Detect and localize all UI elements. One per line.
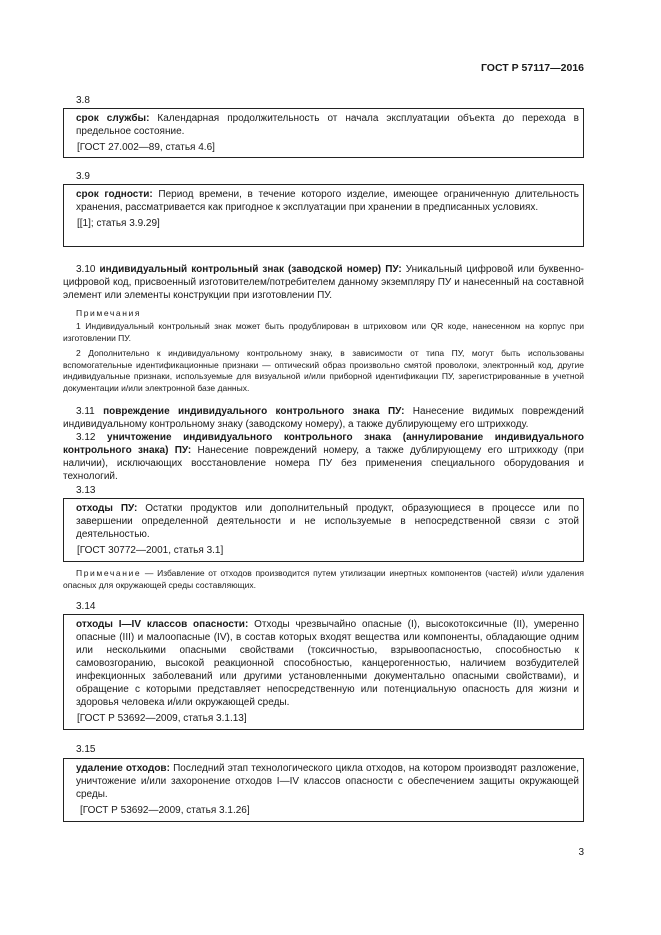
term-3-15: удаление отходов:	[76, 763, 170, 774]
clause-number-3-8: 3.8	[76, 95, 90, 106]
term-definition-3-14	[76, 618, 579, 709]
term-3-8: срок службы:	[76, 113, 150, 124]
definition-3-8: Календарная продолжительность от начала эксплуатации объекта до перехода в предельное состояние.	[76, 113, 579, 137]
term-definition-3-15	[76, 762, 579, 801]
term-box-3-8	[63, 108, 584, 158]
term-box-3-15	[63, 758, 584, 822]
reference-3-14: [ГОСТ Р 53692—2009, статья 3.1.13]	[77, 713, 247, 724]
note-3-13	[63, 568, 584, 591]
definition-3-15: Последний этап технологического цикла отходов, на котором производят разложение, уничтожение и/или захоронение отходов I—IV классов опасности с обеспечением защиты окружающей среды.	[76, 763, 579, 800]
page-number: 3	[578, 847, 584, 858]
term-definition-3-8	[76, 112, 579, 138]
reference-3-13: [ГОСТ 30772—2001, статья 3.1]	[77, 545, 224, 556]
reference-3-15: [ГОСТ Р 53692—2009, статья 3.1.26]	[80, 805, 250, 816]
clause-number-3-12: 3.12	[76, 432, 96, 443]
clause-3-10	[63, 263, 584, 302]
clause-number-3-13: 3.13	[76, 485, 96, 496]
note-3-13-text: — Избавление от отходов производится путем утилизации инертных компонентов (частей) и/или удаления опасных для окружающей среды составляющих.	[63, 568, 584, 590]
clause-number-3-10: 3.10	[76, 264, 96, 275]
term-3-14: отходы I—IV классов опасности:	[76, 619, 249, 630]
note-1	[63, 321, 584, 344]
reference-3-8: [ГОСТ 27.002—89, статья 4.6]	[77, 142, 215, 153]
term-3-10: индивидуальный контрольный знак (заводской номер) ПУ:	[99, 264, 402, 275]
definition-3-11: Нанесение видимых повреждений индивидуальному контрольному знаку (заводскому номеру), а также дублирующему его штрихкоду.	[63, 406, 584, 430]
term-box-3-9	[63, 184, 584, 247]
note-2-text: 2 Дополнительно к индивидуальному контрольному знаку, в зависимости от типа ПУ, могут быть использованы вспомогательные идентификационные признаки — оптический образ произвольно смятой проволоки, электронный код, другие индивидуальные признаки, используемые для визуальной и/или приборной идентификации ПУ, зарегистрированные в учетной документации и/или электронной базе данных.	[63, 348, 584, 393]
term-box-3-14	[63, 614, 584, 730]
term-definition-3-13	[76, 502, 579, 541]
definition-3-13: Остатки продуктов или дополнительный продукт, образующиеся в процессе или по завершении определенной деятельности и не используемые в непосредственной связи с этой деятельностью.	[76, 503, 580, 540]
clause-number-3-14: 3.14	[76, 601, 96, 612]
term-3-13: отходы ПУ:	[76, 503, 138, 514]
clause-3-12	[63, 431, 584, 483]
term-definition-3-9	[76, 188, 579, 214]
definition-3-12: Нанесение повреждений номеру, а также дублирующему его штрихкоду (при наличии), исключающих восстановление номера ПУ без применения специального оборудования и технологий.	[63, 445, 584, 482]
note-1-text: 1 Индивидуальный контрольный знак может быть продублирован в штриховом или QR коде, нанесенном на корпус при изготовлении ПУ.	[63, 321, 584, 343]
clause-number-3-15: 3.15	[76, 744, 96, 755]
note-2	[63, 348, 584, 394]
clause-3-11	[63, 405, 584, 431]
term-box-3-13	[63, 498, 584, 562]
definition-3-10: Уникальный цифровой или буквенно-цифровой код, присвоенный изготовителем/потребителем данному экземпляру ПУ и нанесенный на составной элемент или элементы конструкции при изготовлении ПУ.	[63, 264, 585, 301]
document-code: ГОСТ Р 57117—2016	[480, 62, 584, 74]
term-3-9: срок годности:	[76, 189, 153, 200]
clause-number-3-9: 3.9	[76, 171, 90, 182]
definition-3-14: Отходы чрезвычайно опасные (I), высокотоксичные (II), умеренно опасные (III) и малоопасные (IV), в состав которых входят вещества или компоненты, обладающие одним или несколькими опасными свойствами (токсичностью, взрывоопасностью, способностью к самовозгоранию, высокой реакционной способностью, канцерогенностью, наличием возбудителей инфекционных заболеваний или другими установленными документально опасными свойствами), и обращение с которыми представляет непосредственную или потенциальную опасность для жизни и здоровья человека и/или окружающей среды.	[76, 619, 579, 708]
term-3-11: повреждение индивидуального контрольного знака ПУ:	[103, 406, 405, 417]
term-3-12: уничтожение индивидуального контрольного знака (аннулирование индивидуального контрольного знака) ПУ:	[63, 432, 584, 456]
notes-title: Примечания	[76, 308, 142, 318]
definition-3-9: Период времени, в течение которого изделие, имеющее ограниченную длительность хранения, рассматривается как пригодное к эксплуатации при хранении в предписанных условиях.	[76, 189, 579, 213]
clause-number-3-11: 3.11	[76, 406, 95, 417]
note-label: Примечание	[76, 568, 142, 578]
reference-3-9: [[1]; статья 3.9.29]	[77, 218, 160, 229]
